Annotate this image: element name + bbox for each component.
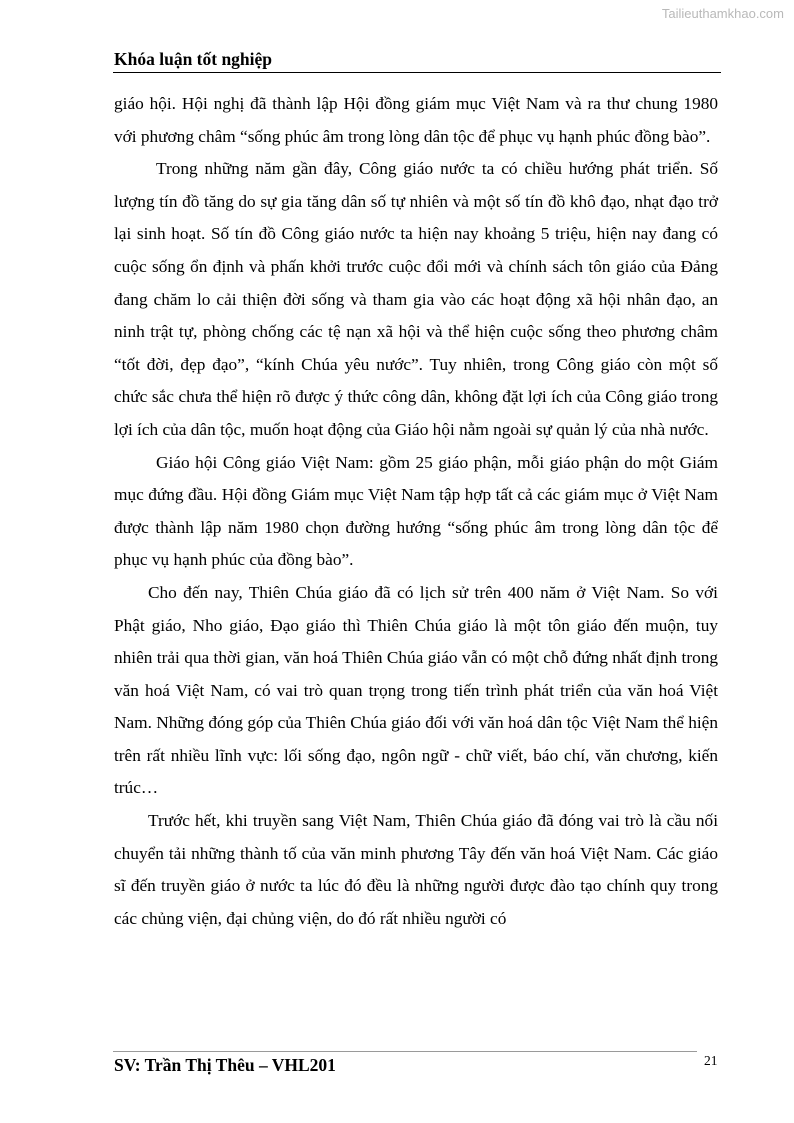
footer-divider [113,1051,697,1052]
paragraph-2: Trong những năm gần đây, Công giáo nước ta có chiều hướng phát triển. Số lượng tín đồ tăng do sự gia tăng dân số tự nhiên và một số tín đồ khô đạo, nhạt đạo trở lại sinh hoạt. Số tín đồ Công giáo nước ta hiện nay khoảng 5 triệu, hiện nay đang có cuộc sống ổn định và phấn khởi trước cuộc đổi mới và chính sách tôn giáo của Đảng đang chăm lo cải thiện đời sống và tham gia vào các hoạt động xã hội nhân đạo, an ninh trật tự, phòng chống các tệ nạn xã hội và thể hiện cuộc sống theo phương châm “tốt đời, đẹp đạo”, “kính Chúa yêu nước”. Tuy nhiên, trong Công giáo còn một số chức sắc chưa thể hiện rõ được ý thức công dân, không đặt lợi ích của Công giáo trong lợi ích của dân tộc, muốn hoạt động của Giáo hội nằm ngoài sự quản lý của nhà nước. [114,159,718,439]
document-body [114,88,718,935]
paragraph-4: Cho đến nay, Thiên Chúa giáo đã có lịch sử trên 400 năm ở Việt Nam. So với Phật giáo, Nho giáo, Đạo giáo thì Thiên Chúa giáo là một tôn giáo đến muộn, tuy nhiên trải qua thời gian, văn hoá Thiên Chúa giáo vẫn có một chỗ đứng nhất định trong văn hoá Việt Nam, có vai trò quan trọng trong tiến trình phát triển của văn hoá Việt Nam. Những đóng góp của Thiên Chúa giáo đối với văn hoá dân tộc Việt Nam thể hiện trên rất nhiều lĩnh vực: lối sống đạo, ngôn ngữ - chữ viết, báo chí, văn chương, kiến trúc… [114,582,718,798]
footer-author: SV: Trần Thị Thêu – VHL201 [114,1055,336,1075]
paragraph-3: Giáo hội Công giáo Việt Nam: gồm 25 giáo phận, mỗi giáo phận do một Giám mục đứng đầu. Hội đồng Giám mục Việt Nam tập hợp tất cả các giám mục ở Việt Nam được thành lập năm 1980 chọn đường hướng “sống phúc âm trong lòng dân tộc để phục vụ hạnh phúc của đồng bào”. [114,452,718,570]
header-divider [113,72,721,73]
watermark: Tailieuthamkhao.com [661,6,784,21]
page-number: 21 [704,1053,718,1068]
paragraph-1: giáo hội. Hội nghị đã thành lập Hội đồng giám mục Việt Nam và ra thư chung 1980 với phương châm “sống phúc âm trong lòng dân tộc để phục vụ hạnh phúc đồng bào”. [114,94,718,146]
page-header-title: Khóa luận tốt nghiệp [114,49,273,69]
paragraph-5: Trước hết, khi truyền sang Việt Nam, Thiên Chúa giáo đã đóng vai trò là cầu nối chuyển tải những thành tố của văn minh phương Tây đến văn hoá Việt Nam. Các giáo sĩ đến truyền giáo ở nước ta lúc đó đều là những người được đào tạo chính quy trong các chủng viện, đại chủng viện, do đó rất nhiều người có [114,811,718,928]
